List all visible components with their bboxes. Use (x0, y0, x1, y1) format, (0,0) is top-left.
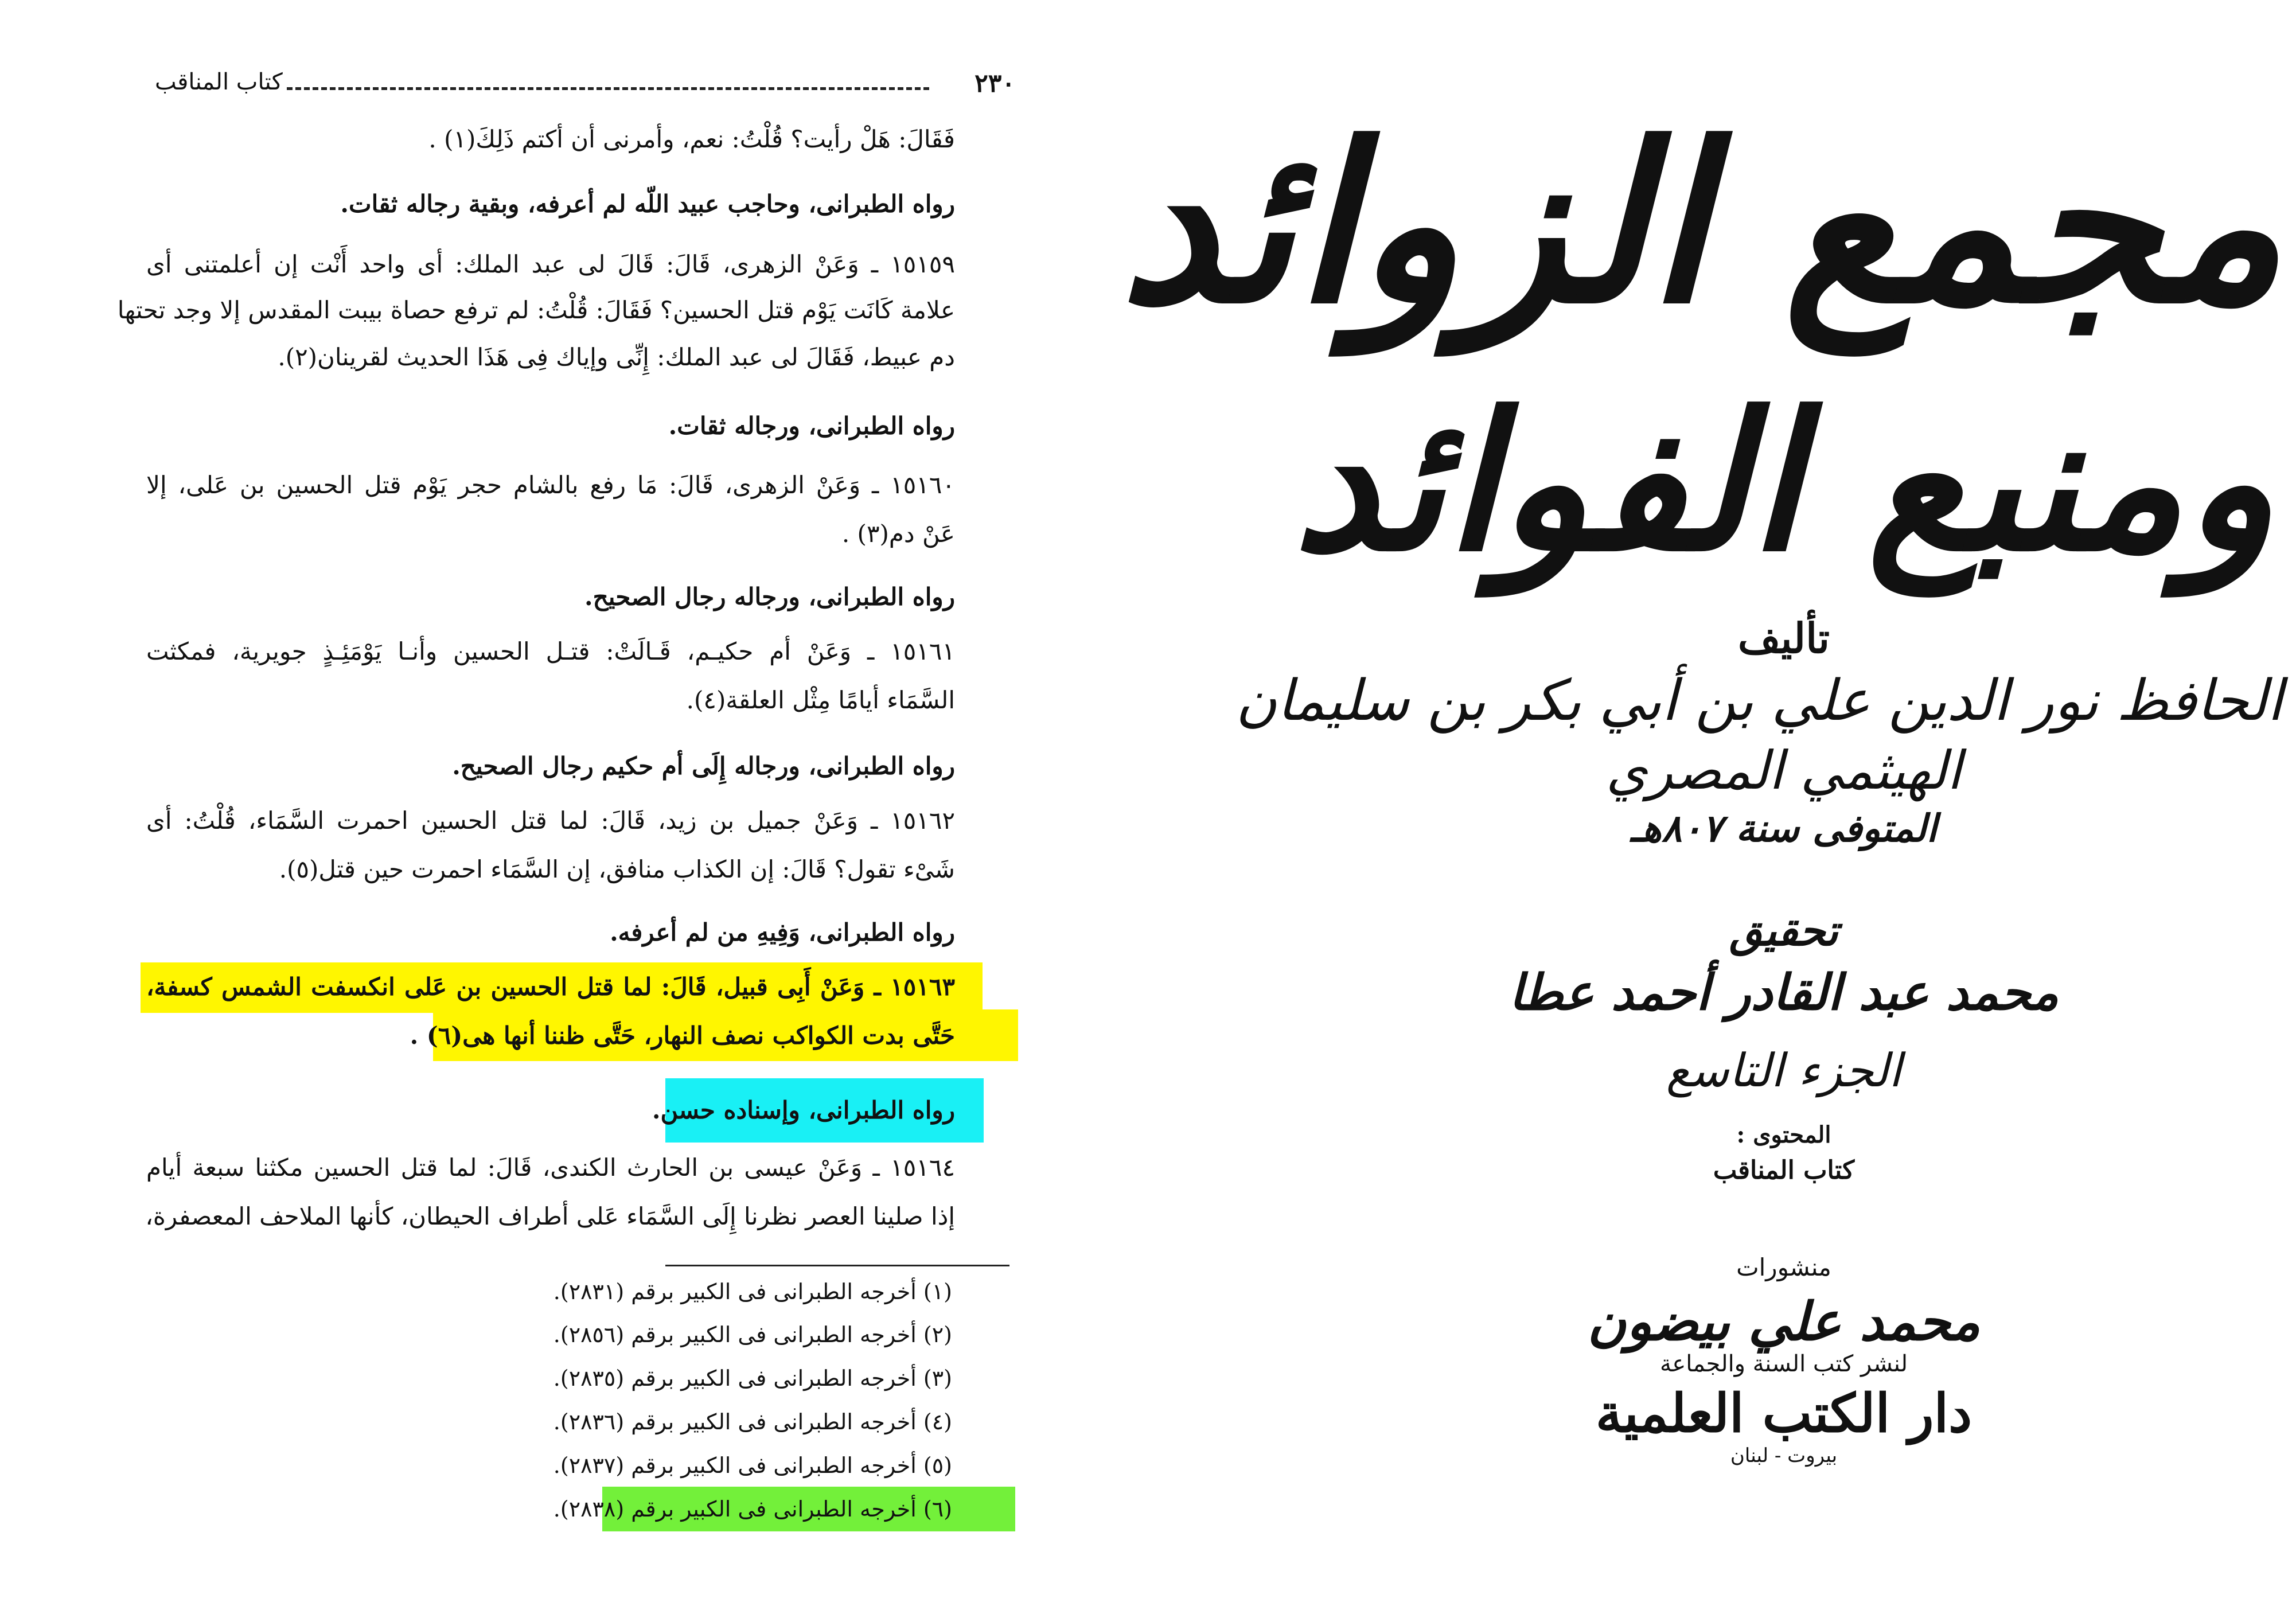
editing-label: تحقيق (1729, 906, 1838, 956)
text-line: رواه الطبرانى، ورجاله رجال الصحيح. (584, 583, 955, 611)
text-line: ١٥١٦١ ـ وَعَنْ أم حكيـم، قَـالَتْ: قتـل الحسين وأنـا يَوْمَئِـذٍ جويرية، فمكثت (146, 637, 955, 665)
footnote: (٤) أخرجه الطبرانى فى الكبير برقم (٢٨٣٦). (553, 1409, 952, 1434)
author-nisba: الهيثمي المصري (1606, 740, 1962, 801)
text-line: رواه الطبرانى، ورجاله إِلَى أم حكيم رجال الصحيح. (452, 752, 955, 780)
text-line: ١٥١٦٢ ـ وَعَنْ جميل بن زيد، قَالَ: لما قتل الحسين احمرت السَّمَاء، قُلْتُ: أى (146, 806, 955, 835)
text-line: رواه الطبرانى، وحاجب عبيد اللّه لم أعرفه، وبقية رجاله ثقات. (340, 190, 955, 218)
text-line: دم عبيط، فَقَالَ لى عبد الملك: إِنِّى وإياك فِى هَذَا الحديث لقرينان(٢). (278, 343, 955, 371)
text-line: رواه الطبرانى، ورجاله ثقات. (668, 412, 955, 440)
text-line: إذا صلينا العصر نظرنا إِلَى السَّمَاء عَلى أطراف الحيطان، كأنها الملاحف المعصفرة، (145, 1202, 955, 1230)
title-page (1119, 0, 2296, 1618)
author-name: الحافظ نور الدين علي بن أبي بكر بن سليمان (1235, 668, 2283, 734)
publications-label: منشورات (1736, 1253, 1831, 1281)
publisher-city: بيروت - لبنان (1730, 1444, 1838, 1467)
header-dashed-rule (287, 87, 929, 90)
text-line: عَنْ دم(٣) . (841, 520, 955, 548)
author-death-year: المتوفى سنة ٨٠٧هـ (1630, 806, 1938, 851)
authorship-label: تأليف (1737, 614, 1830, 662)
text-line: علامة كَانَت يَوْم قتل الحسين؟ فَقَالَ: قُلْتُ: لم ترفع حصاة بيبت المقدس إلا وجد تحتها (117, 296, 955, 324)
editor-name: محمد عبد القادر أحمد عطا (1508, 964, 2059, 1022)
book-subtitle: ومنبع الفوائد (1292, 371, 2275, 593)
text-line: حَتَّى بدت الكواكب نصف النهار، حَتَّى ظننا أنها هى(٦) . (410, 1022, 955, 1050)
publishing-house: دار الكتب العلمية (1595, 1382, 1973, 1444)
text-line: ١٥١٦٤ ـ وَعَنْ عيسى بن الحارث الكندى، قَالَ: لما قتل الحسين مكثنا سبعة أيام (146, 1153, 955, 1182)
text-line: رواه الطبرانى، وإسناده حسن. (652, 1096, 955, 1124)
text-line: شَىْء تقول؟ قَالَ: إن الكذاب منافق، إن السَّمَاء احمرت حين قتل(٥). (279, 855, 955, 883)
text-line: السَّمَاء أيامًا مِثْل العلقة(٤). (686, 686, 955, 714)
running-header (155, 69, 1015, 103)
text-line: ١٥١٦٣ ـ وَعَنْ أَبِى قبيل، قَالَ: لما قتل الحسين بن عَلى انكسفت الشمس كسفة، (146, 973, 955, 1001)
text-line: ١٥١٥٩ ـ وَعَنْ الزهرى، قَالَ: قَالَ لى عبد الملك: أى واحد أَنْت إن أعلمتنى أى (146, 250, 955, 278)
footnote: (٣) أخرجه الطبرانى فى الكبير برقم (٢٨٣٥). (553, 1366, 952, 1391)
footnote: (٥) أخرجه الطبرانى فى الكبير برقم (٢٨٣٧). (553, 1453, 952, 1478)
book-title: مجمع الزوائد (1119, 95, 2283, 352)
contents-label: المحتوى : (1736, 1121, 1831, 1148)
footnote: (٦) أخرجه الطبرانى فى الكبير برقم (٢٨٣٨). (553, 1496, 952, 1522)
publisher-tagline: لنشر كتب السنة والجماعة (1659, 1351, 1908, 1377)
text-line: فَقَالَ: هَلْ رأيت؟ قُلْتُ: نعم، وأمرنى أن أكتم ذَلِكَ(١) . (428, 125, 955, 153)
footnote: (١) أخرجه الطبرانى فى الكبير برقم (٢٨٣١). (553, 1279, 952, 1304)
text-line: رواه الطبرانى، وَفِيهِ من لم أعرفه. (610, 918, 955, 946)
publisher-name: محمد علي بيضون (1587, 1290, 1981, 1352)
section-title: كتاب المناقب (155, 69, 283, 95)
text-line: ١٥١٦٠ ـ وَعَنْ الزهرى، قَالَ: مَا رفع بالشام حجر يَوْم قتل الحسين بن عَلى، إلا (146, 471, 955, 499)
volume-label: الجزء التاسع (1666, 1044, 1902, 1097)
contents-value: كتاب المناقب (1713, 1156, 1855, 1185)
footnote: (٢) أخرجه الطبرانى فى الكبير برقم (٢٨٥٦). (553, 1322, 952, 1347)
page-number: ٢٣٠ (974, 69, 1015, 98)
footnote-rule (665, 1265, 1009, 1266)
text-page (0, 0, 1090, 1618)
